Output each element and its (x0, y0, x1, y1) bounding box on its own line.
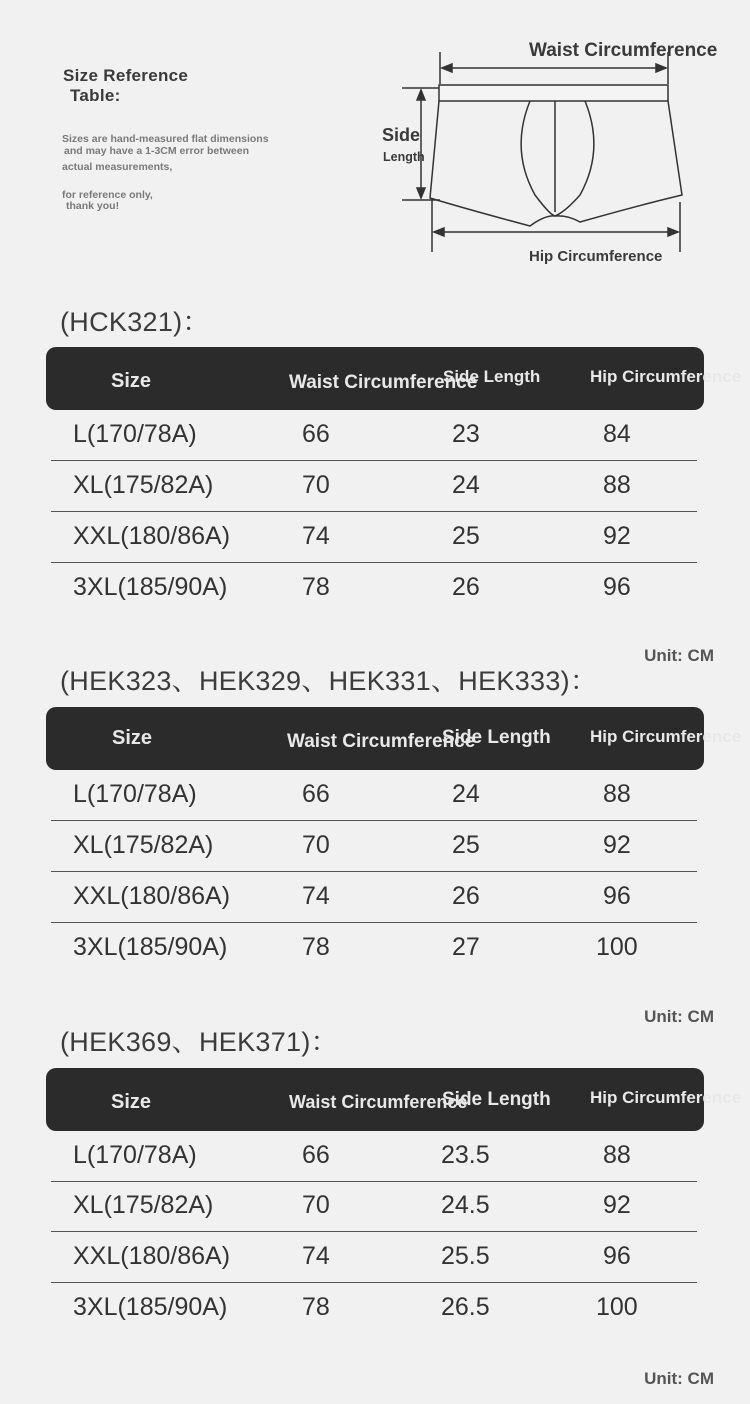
cell-waist: 70 (302, 831, 330, 859)
table-header (46, 1068, 742, 1131)
cell-hip: 96 (603, 573, 631, 601)
cell-side: 26.5 (441, 1293, 490, 1321)
cell-waist: 70 (302, 1191, 330, 1219)
cell-hip: 92 (603, 522, 631, 550)
header-hip: Hip Circumference (590, 367, 742, 386)
cell-hip: 96 (603, 882, 631, 910)
cell-size: XXL(180/86A) (73, 522, 231, 550)
diagram-hip-label: Hip Circumference (529, 248, 663, 265)
table-row (51, 563, 697, 613)
header-side: Side Length (442, 1089, 551, 1110)
cell-side: 25 (452, 831, 480, 859)
cell-waist: 78 (302, 573, 330, 601)
cell-side: 24.5 (441, 1191, 490, 1219)
unit-label: Unit: CM (644, 646, 714, 665)
cell-hip: 88 (603, 471, 631, 499)
header-waist: Waist Circumference (287, 731, 476, 752)
header-side: Side Length (442, 727, 551, 748)
cell-waist: 78 (302, 933, 330, 961)
table-row (51, 1131, 697, 1182)
cell-side: 25 (452, 522, 480, 550)
measurement-note-line-3: actual measurements, (62, 161, 173, 173)
header-size: Size (112, 727, 153, 749)
cell-size: 3XL(185/90A) (73, 573, 228, 601)
cell-hip: 92 (603, 1191, 631, 1219)
cell-hip: 88 (603, 1141, 631, 1169)
header-side: Side Length (443, 367, 541, 386)
table-row (51, 512, 697, 563)
table-row (51, 1283, 697, 1333)
cell-waist: 74 (302, 522, 330, 550)
cell-hip: 100 (596, 1293, 638, 1321)
table-title: (HCK321)： (60, 307, 210, 337)
header-size: Size (111, 1091, 152, 1113)
cell-hip: 92 (603, 831, 631, 859)
header-hip: Hip Circumference (590, 727, 742, 746)
table-row (51, 1232, 697, 1283)
table-header (46, 347, 742, 410)
cell-hip: 96 (603, 1242, 631, 1270)
cell-side: 25.5 (441, 1242, 490, 1270)
table-row (51, 923, 697, 973)
table-row (51, 770, 697, 821)
cell-side: 27 (452, 933, 480, 961)
cell-size: L(170/78A) (73, 420, 197, 448)
cell-hip: 84 (603, 420, 631, 448)
table-row (51, 872, 697, 923)
diagram-side-label: Side (382, 125, 421, 145)
size-reference-title: Size Reference (63, 66, 189, 85)
table-title: (HEK323、HEK329、HEK331、HEK333)： (60, 666, 598, 696)
cell-side: 24 (452, 780, 480, 808)
cell-hip: 88 (603, 780, 631, 808)
cell-size: XL(175/82A) (73, 1191, 214, 1219)
diagram-length-label: Length (383, 150, 425, 164)
table-row (51, 821, 697, 872)
cell-side: 26 (452, 882, 480, 910)
table-row (51, 461, 697, 512)
cell-waist: 66 (302, 780, 330, 808)
cell-waist: 66 (302, 1141, 330, 1169)
cell-size: L(170/78A) (73, 1141, 197, 1169)
header-hip: Hip Circumference (590, 1088, 742, 1107)
cell-side: 26 (452, 573, 480, 601)
header-waist: Waist Circumference (289, 1092, 468, 1112)
cell-size: XL(175/82A) (73, 831, 214, 859)
cell-side: 24 (452, 471, 480, 499)
cell-size: 3XL(185/90A) (73, 1293, 228, 1321)
diagram-waist-label: Waist Circumference (529, 40, 718, 61)
table-row (51, 410, 697, 461)
cell-waist: 78 (302, 1293, 330, 1321)
measurement-note-line-5: thank you! (66, 200, 120, 212)
unit-label: Unit: CM (644, 1007, 714, 1026)
cell-size: XXL(180/86A) (73, 882, 231, 910)
cell-waist: 74 (302, 1242, 330, 1270)
cell-hip: 100 (596, 933, 638, 961)
cell-waist: 70 (302, 471, 330, 499)
cell-waist: 74 (302, 882, 330, 910)
cell-side: 23 (452, 420, 480, 448)
cell-size: XL(175/82A) (73, 471, 214, 499)
cell-waist: 66 (302, 420, 330, 448)
unit-label: Unit: CM (644, 1369, 714, 1388)
table-title: (HEK369、HEK371)： (60, 1027, 338, 1057)
measurement-note-line-2: and may have a 1-3CM error between (64, 145, 249, 157)
header-size: Size (111, 370, 152, 392)
measurement-note-line-1: Sizes are hand-measured flat dimensions (62, 133, 269, 145)
table-header (46, 707, 742, 770)
header-waist: Waist Circumference (289, 372, 478, 393)
cell-size: XXL(180/86A) (73, 1242, 231, 1270)
cell-size: 3XL(185/90A) (73, 933, 228, 961)
cell-size: L(170/78A) (73, 780, 197, 808)
measurement-note-line-4: for reference only, (62, 189, 153, 201)
size-reference-title-cont: Table: (70, 86, 121, 105)
cell-side: 23.5 (441, 1141, 490, 1169)
table-row (51, 1181, 697, 1232)
